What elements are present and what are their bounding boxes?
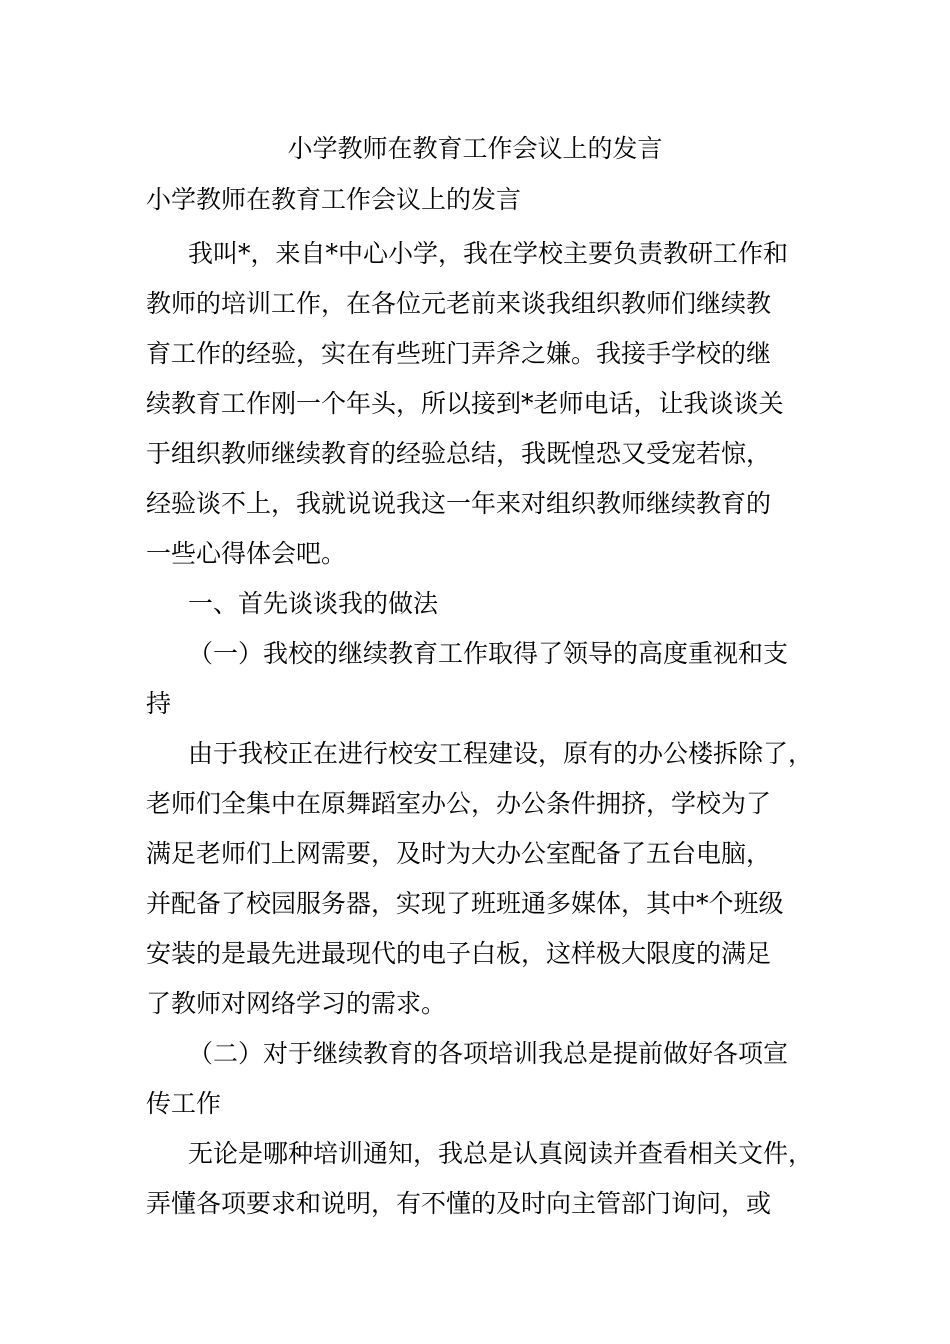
document-body [146, 229, 814, 1229]
text-line: 持 [146, 689, 172, 718]
text-line: （一）我校的继续教育工作取得了领导的高度重视和支 [188, 639, 789, 668]
text-line: 弄懂各项要求和说明，有不懂的及时向主管部门询问，或 [146, 1189, 772, 1218]
document-title: 小学教师在教育工作会议上的发言 [287, 134, 663, 163]
text-line: 满足老师们上网需要，及时为大办公室配备了五台电脑， [146, 839, 772, 868]
text-line: 教师的培训工作，在各位元老前来谈我组织教师们继续教 [146, 289, 772, 318]
document-subtitle: 小学教师在教育工作会议上的发言 [146, 185, 522, 214]
text-line: 安装的是最先进最现代的电子白板，这样极大限度的满足 [146, 939, 772, 968]
text-line: 了教师对网络学习的需求。 [146, 989, 447, 1018]
text-line: （二）对于继续教育的各项培训我总是提前做好各项宣 [188, 1039, 789, 1068]
text-line: 老师们全集中在原舞蹈室办公，办公条件拥挤，学校为了 [146, 789, 772, 818]
text-line: 经验谈不上，我就说说我这一年来对组织教师继续教育的 [146, 489, 772, 518]
text-line: 我叫*，来自*中心小学，我在学校主要负责教研工作和 [188, 239, 789, 268]
text-line: 传工作 [146, 1089, 222, 1118]
text-line: 无论是哪种培训通知，我总是认真阅读并查看相关文件， [188, 1139, 814, 1168]
text-line: 一些心得体会吧。 [146, 539, 347, 568]
text-line: 由于我校正在进行校安工程建设，原有的办公楼拆除了， [188, 739, 814, 768]
text-line: 并配备了校园服务器，实现了班班通多媒体，其中*个班级 [146, 889, 784, 918]
text-line: 于组织教师继续教育的经验总结，我既惶恐又受宠若惊， [146, 439, 772, 468]
text-line: 一、首先谈谈我的做法 [188, 589, 439, 618]
text-line: 育工作的经验，实在有些班门弄斧之嫌。我接手学校的继 [146, 339, 772, 368]
text-line: 续教育工作刚一个年头，所以接到*老师电话，让我谈谈关 [146, 389, 784, 418]
